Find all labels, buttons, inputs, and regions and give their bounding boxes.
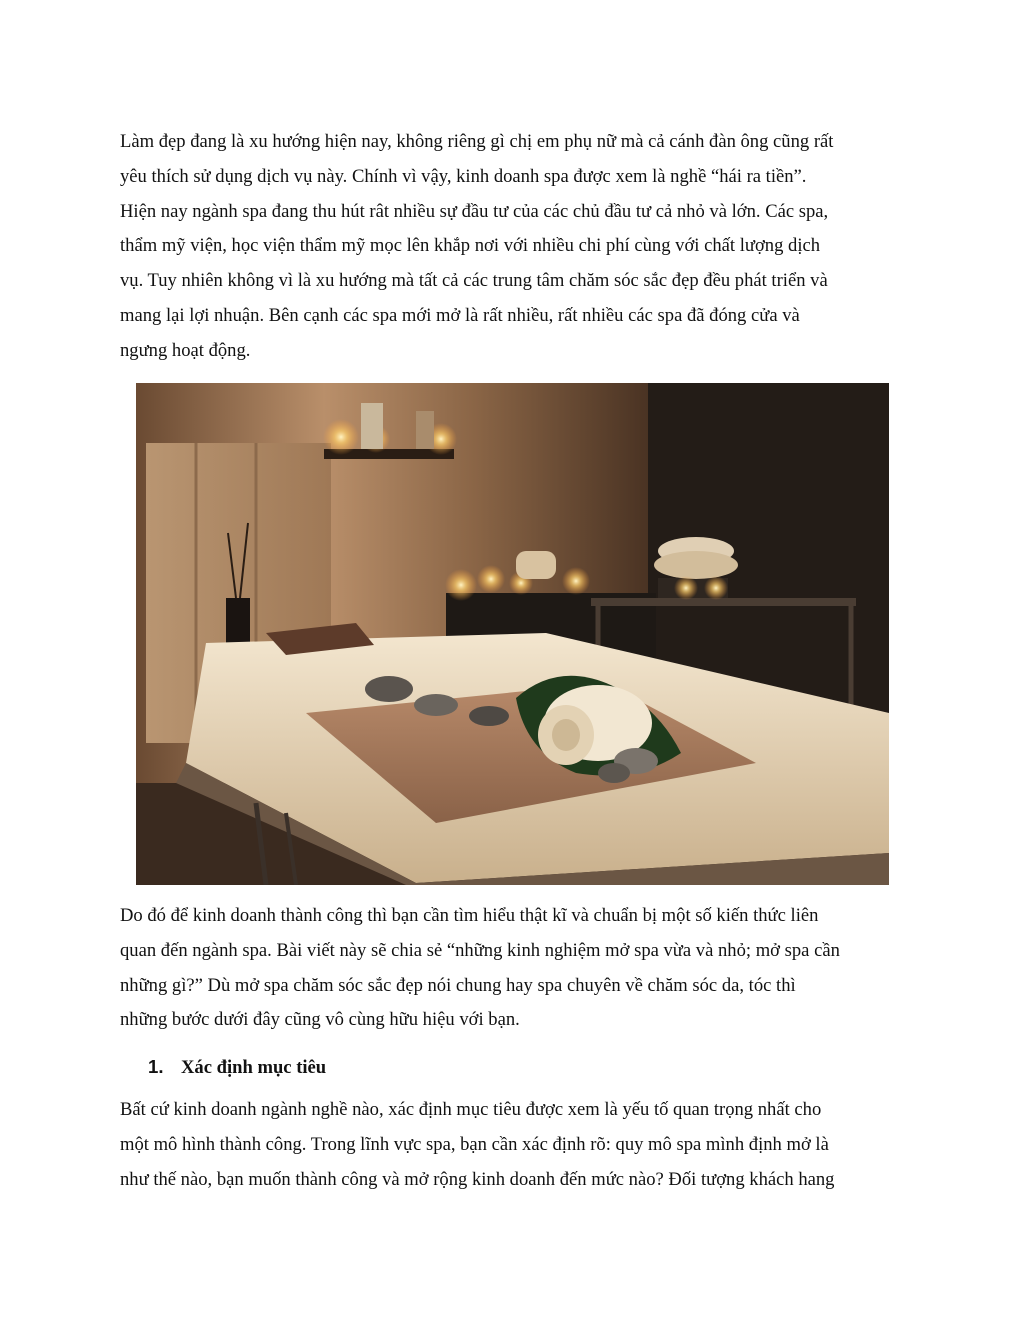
text-line: Hiện nay ngành spa đang thu hút rât nhiều sự đầu tư của các chủ đầu tư cả nhỏ và lớn. Các spa, [120, 200, 829, 222]
text-line: Bất cứ kinh doanh ngành nghề nào, xác định mục tiêu được xem là yếu tố quan trọng nhất cho [120, 1099, 822, 1120]
text-line: những bước dưới đây cũng vô cùng hữu hiệu với bạn. [120, 1009, 520, 1031]
text-line: thẩm mỹ viện, học viện thẩm mỹ mọc lên khắp nơi với nhiều chi phí cùng với chất lượng dịch [120, 235, 821, 257]
text-line: những gì?” Dù mở spa chăm sóc sắc đẹp nói chung hay spa chuyên về chăm sóc da, tóc thì [120, 974, 796, 996]
text-line: như thế nào, bạn muốn thành công và mở rộng kinh doanh đến mức nào? Đối tượng khách hang [120, 1168, 835, 1190]
intro-paragraph [120, 125, 910, 369]
text-line: Làm đẹp đang là xu hướng hiện nay, không riêng gì chị em phụ nữ mà cả cánh đàn ông cũng rất [120, 131, 834, 152]
section-heading [148, 1053, 326, 1082]
section-number: 1. [148, 1056, 164, 1077]
text-line: mang lại lợi nhuận. Bên cạnh các spa mới mở là rất nhiều, rất nhiều các spa đã đóng cửa và [120, 304, 800, 326]
text-line: vụ. Tuy nhiên không vì là xu hướng mà tất cả các trung tâm chăm sóc sắc đẹp đều phát triển và [120, 270, 828, 292]
body-paragraph [120, 899, 910, 1038]
spa-room-photo [136, 383, 889, 885]
section-paragraph [120, 1093, 910, 1197]
section-title: Xác định mục tiêu [181, 1057, 327, 1078]
text-line: Do đó để kinh doanh thành công thì bạn cần tìm hiểu thật kĩ và chuẩn bị một số kiến thức liên [120, 905, 819, 926]
text-line: quan đến ngành spa. Bài viết này sẽ chia sẻ “những kinh nghiệm mở spa vừa và nhỏ; mở spa cần [120, 939, 840, 961]
text-line: ngưng hoạt động. [120, 339, 251, 361]
text-line: yêu thích sử dụng dịch vụ này. Chính vì vậy, kinh doanh spa được xem là nghề “hái ra tiền”. [120, 165, 807, 187]
text-line: một mô hình thành công. Trong lĩnh vực spa, bạn cần xác định rõ: quy mô spa mình định mở là [120, 1133, 829, 1155]
